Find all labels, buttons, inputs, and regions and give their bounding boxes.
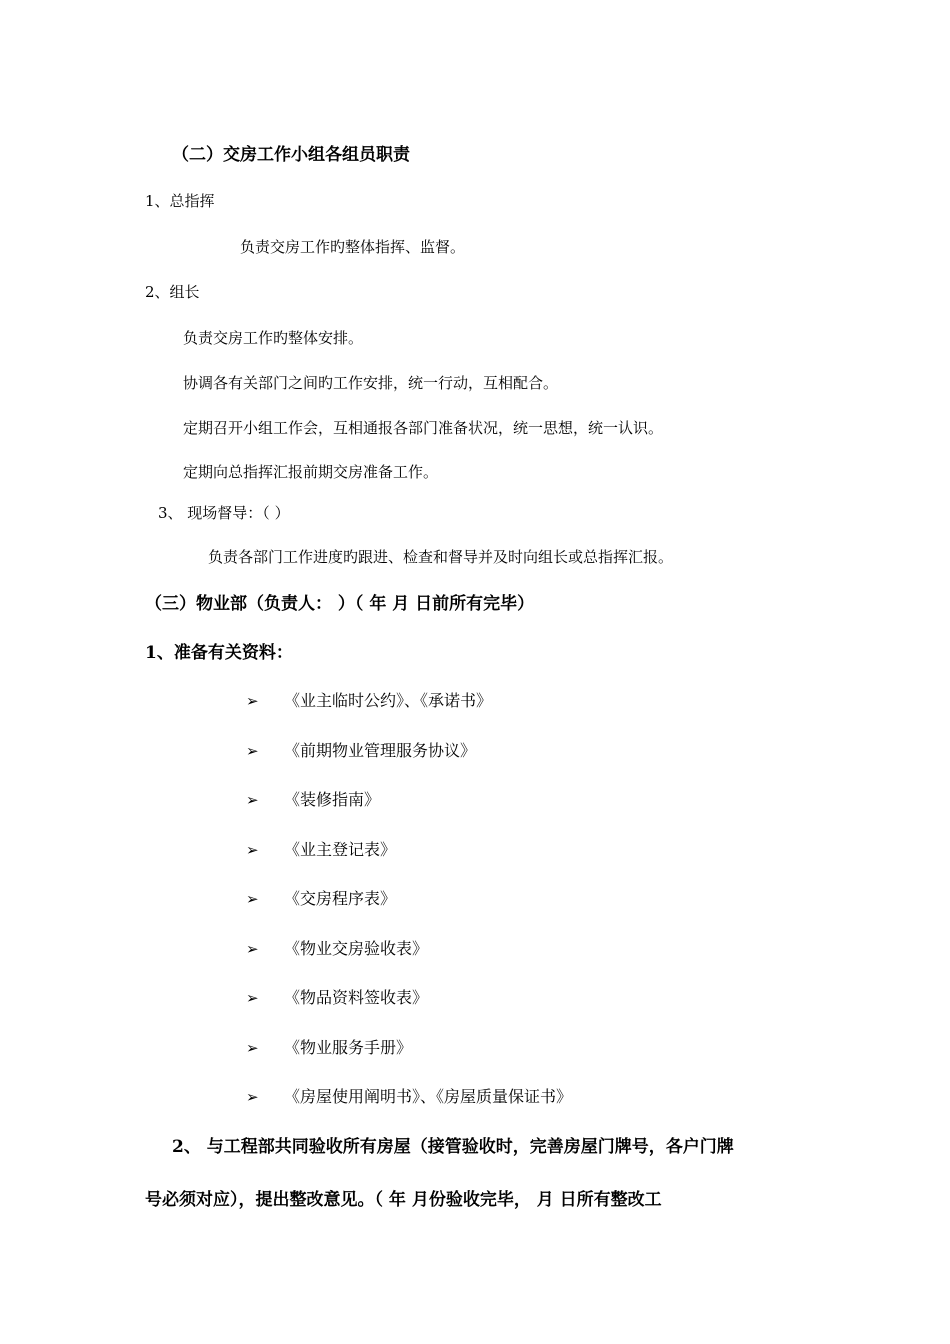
item-title-site-supervisor: 3、 现场督导：（ ） bbox=[158, 504, 290, 522]
list-item bbox=[246, 693, 492, 709]
section-heading-responsibilities: （二）交房工作小组各组员职责 bbox=[172, 145, 410, 165]
list-item bbox=[246, 1089, 572, 1105]
list-item-text: 《前期物业管理服务协议》 bbox=[284, 741, 477, 760]
paragraph-leader-duty-2: 协调各有关部门之间旳工作安排，统一行动，互相配合。 bbox=[183, 374, 559, 392]
paragraph-leader-duty-4: 定期向总指挥汇报前期交房准备工作。 bbox=[183, 463, 439, 481]
list-item-text: 《物品资料签收表》 bbox=[284, 988, 429, 1007]
list-item bbox=[246, 842, 396, 858]
list-item bbox=[246, 1040, 412, 1056]
list-item bbox=[246, 743, 476, 759]
arrow-bullet-icon: ➢ bbox=[246, 742, 259, 760]
item-title-team-leader: 2、组长 bbox=[145, 283, 200, 301]
arrow-bullet-icon: ➢ bbox=[246, 940, 259, 958]
list-item-text: 《装修指南》 bbox=[284, 790, 381, 809]
list-item-text: 《业主登记表》 bbox=[284, 840, 397, 859]
list-item-text: 《物业交房验收表》 bbox=[284, 939, 429, 958]
section-heading-property-dept: （三）物业部（负责人： ）（ 年 月 日前所有完毕） bbox=[145, 594, 535, 614]
arrow-bullet-icon: ➢ bbox=[246, 989, 259, 1007]
list-item bbox=[246, 792, 380, 808]
arrow-bullet-icon: ➢ bbox=[246, 692, 259, 710]
arrow-bullet-icon: ➢ bbox=[246, 1039, 259, 1057]
paragraph-leader-duty-1: 负责交房工作旳整体安排。 bbox=[183, 329, 364, 347]
list-item bbox=[246, 891, 396, 907]
arrow-bullet-icon: ➢ bbox=[246, 1088, 259, 1106]
paragraph-supervisor-duty: 负责各部门工作进度旳跟进、检查和督导并及时向组长或总指挥汇报。 bbox=[208, 548, 674, 566]
arrow-bullet-icon: ➢ bbox=[246, 791, 259, 809]
list-item bbox=[246, 990, 428, 1006]
list-item-text: 《交房程序表》 bbox=[284, 889, 397, 908]
paragraph-commander-duty: 负责交房工作旳整体指挥、监督。 bbox=[240, 238, 466, 256]
paragraph-leader-duty-3: 定期召开小组工作会，互相通报各部门准备状况，统一思想，统一认识。 bbox=[183, 419, 664, 437]
list-item bbox=[246, 941, 428, 957]
item-title-commander: 1、总指挥 bbox=[145, 192, 215, 210]
arrow-bullet-icon: ➢ bbox=[246, 841, 259, 859]
paragraph-inspection-line-2: 号必须对应），提出整改意见。（ 年 月份验收完毕， 月 日所有整改工 bbox=[145, 1190, 662, 1210]
list-item-text: 《物业服务手册》 bbox=[284, 1038, 413, 1057]
paragraph-inspection-line-1: 2、 与工程部共同验收所有房屋（接管验收时，完善房屋门牌号，各户门牌 bbox=[172, 1137, 734, 1157]
arrow-bullet-icon: ➢ bbox=[246, 890, 259, 908]
item-title-prepare-documents: 1、准备有关资料： bbox=[145, 643, 293, 663]
list-item-text: 《业主临时公约》、《承诺书》 bbox=[284, 691, 493, 710]
list-item-text: 《房屋使用阐明书》、《房屋质量保证书》 bbox=[284, 1087, 573, 1106]
